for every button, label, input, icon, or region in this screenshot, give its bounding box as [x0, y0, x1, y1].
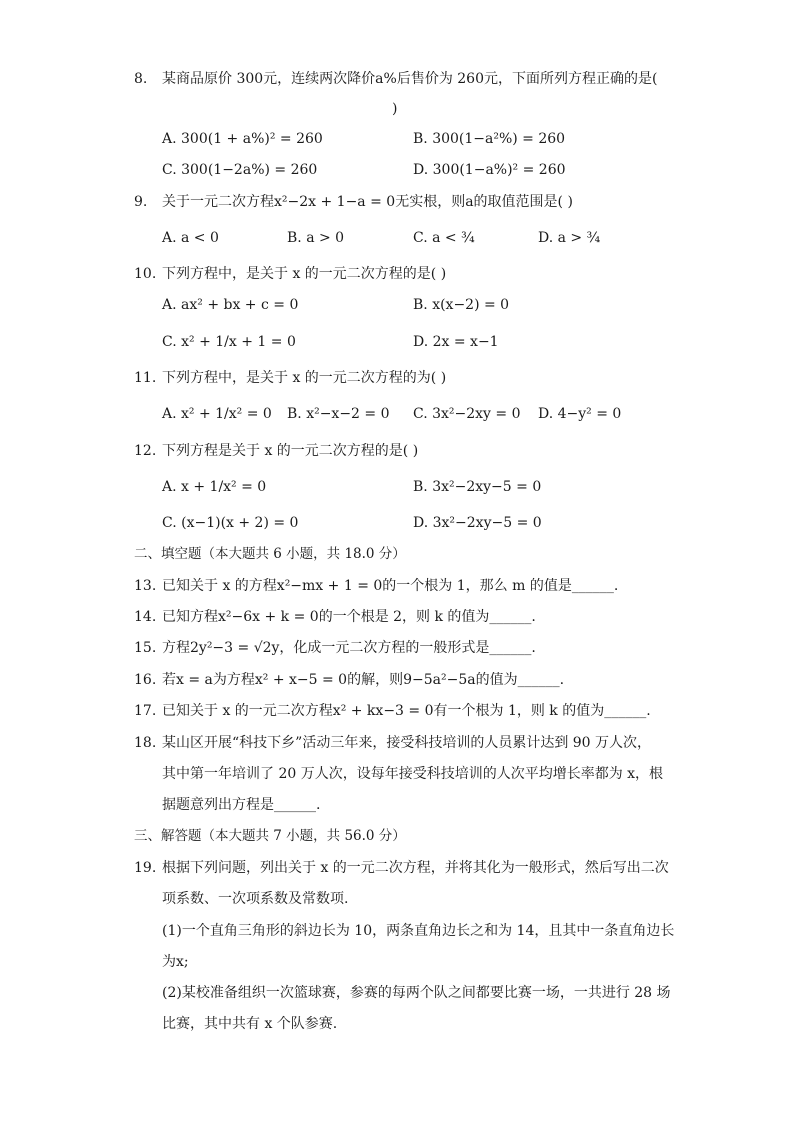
q10-option-c: C. x² + 1/x + 1 = 0 [162, 334, 296, 350]
q8-stem-end: ) [392, 101, 398, 117]
q12-option-b: B. 3x²−2xy−5 = 0 [413, 479, 542, 495]
q18-number: 18. [134, 735, 157, 751]
q9-stem: 关于一元二次方程x²−2x + 1−a = 0无实根，则a的取值范围是( ) [162, 194, 573, 210]
q9-option-c: C. a < ¾ [413, 230, 475, 246]
section-solve-title: 三、解答题（本大题共 7 小题，共 56.0 分） [134, 828, 406, 844]
q14-number: 14. [134, 609, 157, 625]
q13-stem: 已知关于 x 的方程x²−mx + 1 = 0的一个根为 1，那么 m 的值是______. [162, 578, 619, 594]
q8-option-d: D. 300(1−a%)² = 260 [413, 162, 566, 178]
q8-option-c: C. 300(1−2a%) = 260 [162, 162, 318, 178]
q10-option-b: B. x(x−2) = 0 [413, 297, 510, 313]
q10-option-a: A. ax² + bx + c = 0 [162, 297, 299, 313]
q11-option-d: D. 4−y² = 0 [538, 406, 622, 422]
q12-number: 12. [134, 443, 157, 459]
q12-stem: 下列方程是关于 x 的一元二次方程的是( ) [162, 443, 419, 459]
q9-option-b: B. a > 0 [287, 230, 345, 246]
q17-stem: 已知关于 x 的一元二次方程x² + kx−3 = 0有一个根为 1，则 k 的值为______. [162, 703, 651, 719]
q11-option-c: C. 3x²−2xy = 0 [413, 406, 521, 422]
q16-stem: 若x = a为方程x² + x−5 = 0的解，则9−5a²−5a的值为______. [162, 672, 565, 688]
q8-number: 8. [134, 71, 148, 87]
q8-stem: 某商品原价 300元，连续两次降价a%后售价为 260元，下面所列方程正确的是( [162, 71, 658, 87]
q15-stem: 方程2y²−3 = √2y，化成一元二次方程的一般形式是______. [162, 640, 536, 656]
q12-option-c: C. (x−1)(x + 2) = 0 [162, 515, 299, 531]
q10-stem: 下列方程中，是关于 x 的一元二次方程的是( ) [162, 266, 447, 282]
q13-number: 13. [134, 578, 157, 594]
section-fill-in-title: 二、填空题（本大题共 6 小题，共 18.0 分） [134, 546, 406, 562]
q19-number: 19. [134, 860, 157, 876]
q19-sub1-line-1: (1)一个直角三角形的斜边长为 10，两条直角边长之和为 14，且其中一条直角边长 [162, 923, 675, 939]
q18-line-1: 某山区开展“科技下乡”活动三年来，接受科技培训的人员累计达到 90 万人次， [162, 735, 652, 751]
q11-option-a: A. x² + 1/x² = 0 [162, 406, 272, 422]
q19-sub1-line-2: 为x; [162, 954, 189, 970]
q15-number: 15. [134, 640, 157, 656]
q17-number: 17. [134, 703, 157, 719]
q19-sub2-line-2: 比赛，其中共有 x 个队参赛. [162, 1016, 338, 1032]
q14-stem: 已知方程x²−6x + k = 0的一个根是 2，则 k 的值为______. [162, 609, 536, 625]
q19-line-1: 根据下列问题，列出关于 x 的一元二次方程，并将其化为一般形式，然后写出二次 [162, 860, 669, 876]
q11-stem: 下列方程中，是关于 x 的一元二次方程的为( ) [162, 370, 447, 386]
q11-option-b: B. x²−x−2 = 0 [287, 406, 390, 422]
q9-number: 9. [134, 194, 148, 210]
q9-option-d: D. a > ¾ [538, 230, 601, 246]
q9-option-a: A. a < 0 [162, 230, 219, 246]
q18-line-3: 据题意列出方程是______. [162, 797, 321, 813]
q19-sub2-line-1: (2)某校准备组织一次篮球赛，参赛的每两个队之间都要比赛一场，一共进行 28 场 [162, 985, 671, 1001]
q10-option-d: D. 2x = x−1 [413, 334, 499, 350]
q10-number: 10. [134, 266, 157, 282]
q11-number: 11. [134, 370, 157, 386]
q12-option-d: D. 3x²−2xy−5 = 0 [413, 515, 542, 531]
q19-line-2: 项系数、一次项系数及常数项. [162, 891, 349, 907]
q16-number: 16. [134, 672, 157, 688]
q8-option-b: B. 300(1−a²%) = 260 [413, 131, 566, 147]
q18-line-2: 其中第一年培训了 20 万人次，设每年接受科技培训的人次平均增长率都为 x，根 [162, 766, 664, 782]
q12-option-a: A. x + 1/x² = 0 [162, 479, 267, 495]
q8-option-a: A. 300(1 + a%)² = 260 [162, 131, 323, 147]
